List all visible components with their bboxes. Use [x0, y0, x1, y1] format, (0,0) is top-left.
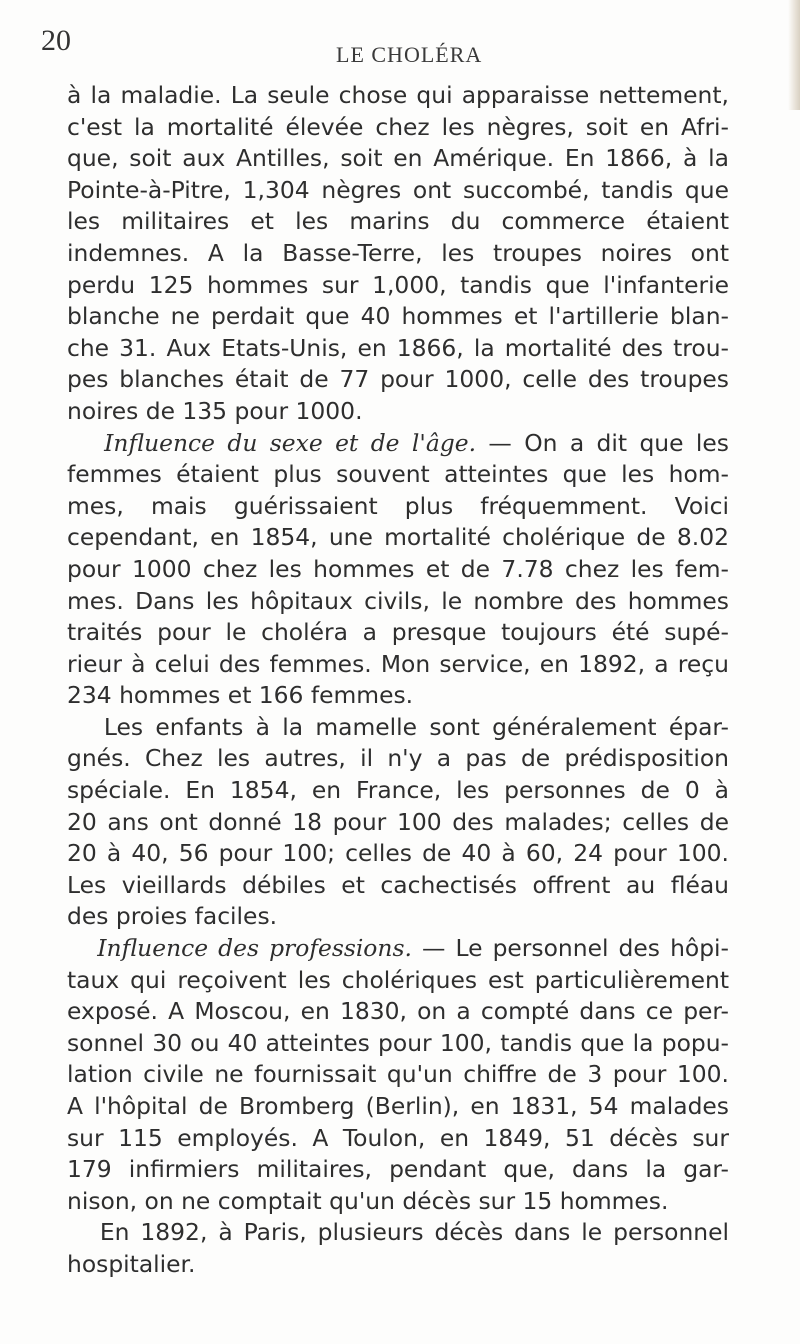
text-line: che 31. Aux Etats-Unis, en 1866, la mortalité des trou-: [67, 333, 729, 362]
text-line: à la maladie. La seule chose qui apparaisse nettement,: [67, 81, 729, 109]
text-line: sonnel 30 ou 40 atteintes pour 100, tandis que la popu-: [67, 1028, 729, 1057]
text-line: des proies faciles.: [67, 902, 278, 931]
text-line: A l'hôpital de Bromberg (Berlin), en 1831, 54 malades: [67, 1092, 729, 1120]
running-title: LE CHOLÉRA: [336, 42, 483, 67]
text-line: 234 hommes et 166 femmes.: [67, 681, 414, 710]
text-line: 20 à 40, 56 pour 100; celles de 40 à 60, 24 pour 100.: [67, 839, 729, 868]
text-line: 179 infirmiers militaires, pendant que, dans la gar-: [67, 1155, 729, 1184]
section-first-line: [67, 428, 729, 460]
text-fragment: En 1892, à Paris, plusieurs décès dans le personnel: [99, 1218, 730, 1247]
text-line: c'est la mortalité élevée chez les nègres, soit en Afri-: [67, 112, 729, 141]
text-line: indemnes. A la Basse-Terre, les troupes noires ont: [67, 238, 729, 267]
text-line: Les vieillards débiles et cachectisés offrent au fléau: [67, 870, 729, 899]
paragraph-first-line: [67, 712, 729, 744]
text-line: blanche ne perdait que 40 hommes et l'artillerie blan-: [67, 302, 729, 331]
text-line: cependant, en 1854, une mortalité cholérique de 8.02: [67, 523, 729, 552]
text-line: femmes étaient plus souvent atteintes que les hom-: [67, 460, 729, 489]
text-line: noires de 135 pour 1000.: [67, 396, 363, 425]
text-line: nison, on ne comptait qu'un décès sur 15 hommes.: [67, 1186, 669, 1215]
text-fragment: — On a dit que les: [476, 428, 729, 457]
text-line: perdu 125 hommes sur 1,000, tandis que l'infanterie: [67, 270, 729, 299]
section-heading-sex-age: Influence du sexe et de l'âge.: [104, 428, 477, 457]
text-fragment: Les enfants à la mamelle sont généralement épar-: [103, 712, 729, 741]
text-line: sur 115 employés. A Toulon, en 1849, 51 décès sur: [67, 1123, 729, 1152]
body-text: [67, 80, 729, 1281]
section-first-line: [67, 933, 729, 965]
text-line: mes. Dans les hôpitaux civils, le nombre des hommes: [67, 586, 729, 615]
text-line: pour 1000 chez les hommes et de 7.78 chez les fem-: [67, 554, 729, 583]
text-line: traités pour le choléra a presque toujours été supé-: [67, 618, 729, 647]
text-line: Pointe-à-Pitre, 1,304 nègres ont succombé, tandis que: [67, 175, 729, 204]
text-line: 20 ans ont donné 18 pour 100 des malades; celles de: [67, 807, 729, 836]
text-line: taux qui reçoivent les cholériques est particulièrement: [67, 965, 729, 994]
page-number: 20: [41, 24, 71, 57]
text-line: rieur à celui des femmes. Mon service, en 1892, a reçu: [67, 649, 729, 678]
text-line: hospitalier.: [67, 1249, 196, 1278]
paragraph-first-line: [67, 1217, 729, 1249]
text-line: exposé. A Moscou, en 1830, on a compté dans ce per-: [67, 997, 729, 1026]
text-line: spéciale. En 1854, en France, les personnes de 0 à: [67, 776, 729, 805]
text-line: mes, mais guérissaient plus fréquemment. Voici: [67, 491, 729, 520]
text-line: lation civile ne fournissait qu'un chiffre de 3 pour 100.: [67, 1060, 729, 1089]
text-line: que, soit aux Antilles, soit en Amérique. En 1866, à la: [67, 144, 729, 173]
text-line: pes blanches était de 77 pour 1000, celle des troupes: [67, 365, 729, 394]
page-edge-shadow: [788, 0, 800, 110]
section-heading-professions: Influence des professions.: [97, 934, 412, 963]
text-fragment: — Le personnel des hôpi-: [411, 934, 729, 963]
text-line: gnés. Chez les autres, il n'y a pas de prédisposition: [67, 744, 729, 773]
text-line: les militaires et les marins du commerce étaient: [67, 207, 729, 236]
